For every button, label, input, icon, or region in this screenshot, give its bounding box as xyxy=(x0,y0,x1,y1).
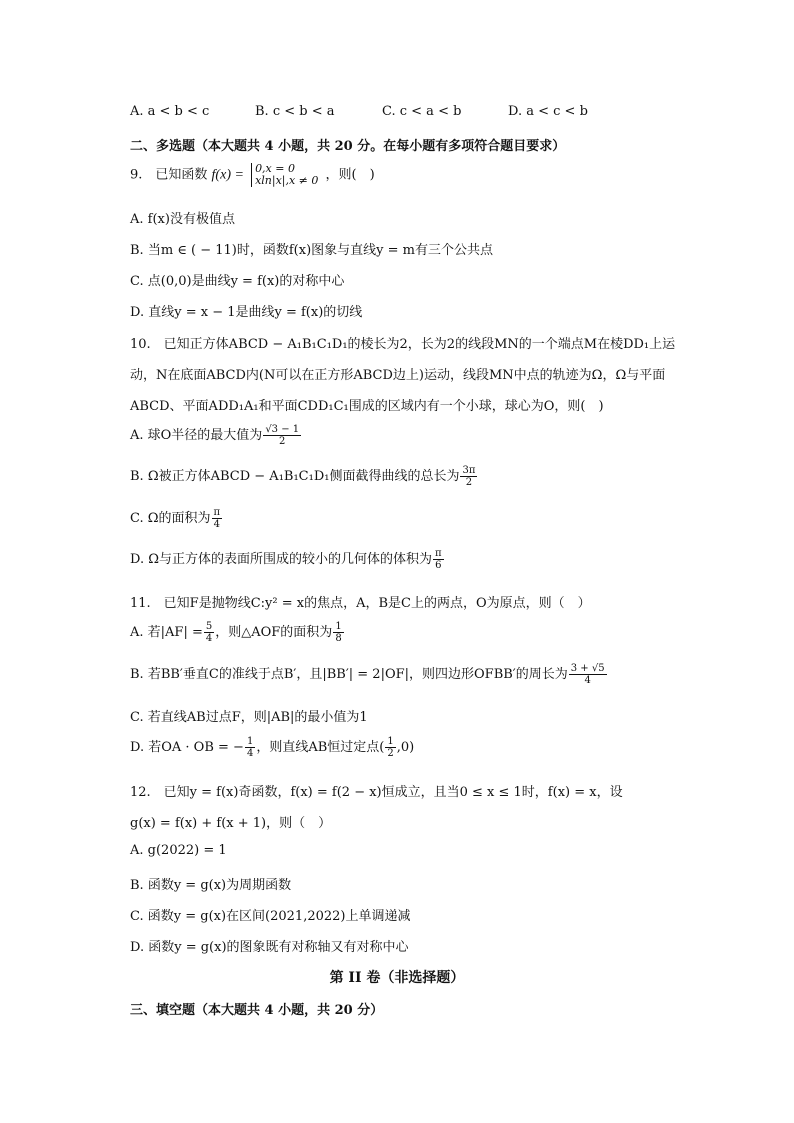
q9-option-d: D. 直线y = x − 1是曲线y = f(x)的切线 xyxy=(130,305,363,320)
q10-option-c-text: C. Ω的面积为 xyxy=(130,511,211,526)
q11-option-d-fraction1 xyxy=(245,736,255,759)
q9-stem xyxy=(130,163,375,187)
q11-option-b-fraction xyxy=(569,663,607,686)
q11-option-b-num: 3 + √5 xyxy=(570,663,605,674)
q11-option-a-mid: ，则△AOF的面积为 xyxy=(215,625,333,640)
q12-option-a: A. g(2022) = 1 xyxy=(130,843,227,858)
q11-option-c: C. 若直线AB过点F，则|AB|的最小值为1 xyxy=(130,710,368,725)
q11-option-a xyxy=(130,621,345,644)
q8-option-d: D. a < c < b xyxy=(508,104,588,119)
q10-option-a-num: √3 − 1 xyxy=(265,424,300,435)
q11-option-a-den2: 8 xyxy=(335,633,342,644)
q8-option-a: A. a < b < c xyxy=(130,104,210,119)
q10-option-d-den: 6 xyxy=(435,560,442,571)
q10-option-a-fraction xyxy=(263,424,301,447)
q10-option-c-den: 4 xyxy=(213,519,220,530)
q11-option-d xyxy=(130,736,414,759)
q9-stem-prefix: 9. 已知函数 xyxy=(130,167,208,183)
q11-option-d-den2: 2 xyxy=(387,748,394,759)
q11-option-a-pre: A. 若|AF| = xyxy=(130,625,203,640)
q12-stem-line1: 12. 已知y = f(x)奇函数，f(x) = f(2 − x)恒成立，且当0 ≤ x ≤ 1时，f(x) = x，设 xyxy=(130,785,623,800)
q10-option-a-den: 2 xyxy=(279,436,286,447)
q12-option-d: D. 函数y = g(x)的图象既有对称轴又有对称中心 xyxy=(130,940,409,955)
q10-option-c xyxy=(130,507,223,530)
q11-option-d-num: 1 xyxy=(246,736,254,747)
q10-option-a xyxy=(130,424,302,447)
q10-option-b-den: 2 xyxy=(465,477,473,488)
q11-option-d-num2: 1 xyxy=(387,736,394,747)
q8-option-b: B. c < b < a xyxy=(255,104,335,119)
part2-title: 第 II 卷（非选择题） xyxy=(329,970,465,986)
section3-header: 三、填空题（本大题共 4 小题，共 20 分） xyxy=(130,1003,384,1018)
q10-stem-line2: 动，N在底面ABCD内(N可以在正方形ABCD边上)运动，线段MN中点的轨迹为Ω，Ω与平面 xyxy=(130,368,666,383)
q11-option-b-pre: B. 若BB′垂直C的准线于点B′，且|BB′| = 2|OF|，则四边形OFBB′的周长为 xyxy=(130,667,568,682)
q11-option-a-num2: 1 xyxy=(335,621,342,632)
q10-option-d-text: D. Ω与正方体的表面所围成的较小的几何体的体积为 xyxy=(130,552,433,567)
q10-option-b xyxy=(130,465,478,488)
section2-header: 二、多选题（本大题共 4 小题，共 20 分。在每小题有多项符合题目要求） xyxy=(130,139,566,154)
q11-option-d-mid: ，则直线AB恒过定点( xyxy=(256,740,385,755)
q10-option-c-num: π xyxy=(213,507,221,518)
q10-option-c-fraction xyxy=(212,507,223,530)
q10-option-d xyxy=(130,548,445,571)
q12-option-c: C. 函数y = g(x)在区间(2021,2022)上单调递减 xyxy=(130,909,411,924)
q11-stem: 11. 已知F是抛物线C:y² = x的焦点，A，B是C上的两点，O为原点，则（ ） xyxy=(130,596,591,611)
q10-option-d-num: π xyxy=(435,548,442,559)
q11-option-d-fraction2 xyxy=(385,736,395,759)
q10-option-a-text: A. 球O半径的最大值为 xyxy=(130,428,263,443)
q10-option-b-fraction xyxy=(460,465,477,488)
q12-stem-line2: g(x) = f(x) + f(x + 1)，则（ ） xyxy=(130,816,332,831)
q9-case1: 0,x = 0 xyxy=(255,162,295,175)
q11-option-d-den: 4 xyxy=(246,748,254,759)
q11-option-a-fraction2 xyxy=(333,621,343,644)
q11-option-d-end: ,0) xyxy=(396,740,415,755)
q10-stem-line3: ABCD、平面ADD₁A₁和平面CDD₁C₁围成的区域内有一个小球，球心为O，则( ) xyxy=(130,399,604,414)
q9-stem-suffix: ，则( ) xyxy=(325,167,375,183)
q9-option-b: B. 当m ∈ ( − 11)时，函数f(x)图象与直线y = m有三个公共点 xyxy=(130,243,493,258)
q10-option-d-fraction xyxy=(433,548,444,571)
q12-option-b: B. 函数y = g(x)为周期函数 xyxy=(130,878,292,893)
q11-option-b xyxy=(130,663,608,686)
q8-option-c: C. c < a < b xyxy=(382,104,462,119)
q11-option-a-fraction1 xyxy=(204,621,214,644)
q11-option-d-pre: D. 若OA · OB = − xyxy=(130,740,244,755)
q9-option-c: C. 点(0,0)是曲线y = f(x)的对称中心 xyxy=(130,274,345,289)
q11-option-a-num: 5 xyxy=(205,621,213,632)
q9-func: f(x) = xyxy=(211,167,244,183)
q11-option-b-den: 4 xyxy=(584,675,591,686)
q9-option-a: A. f(x)没有极值点 xyxy=(130,212,235,227)
q9-case2: xln|x|,x ≠ 0 xyxy=(255,174,319,187)
q11-option-a-den: 4 xyxy=(205,633,213,644)
q10-option-b-text: B. Ω被正方体ABCD − A₁B₁C₁D₁侧面截得曲线的总长为 xyxy=(130,469,460,484)
q10-stem-line1: 10. 已知正方体ABCD − A₁B₁C₁D₁的棱长为2，长为2的线段MN的一个端点M在棱DD₁上运 xyxy=(130,337,676,352)
q9-piecewise xyxy=(251,163,318,187)
q10-option-b-num: 3π xyxy=(462,465,476,476)
